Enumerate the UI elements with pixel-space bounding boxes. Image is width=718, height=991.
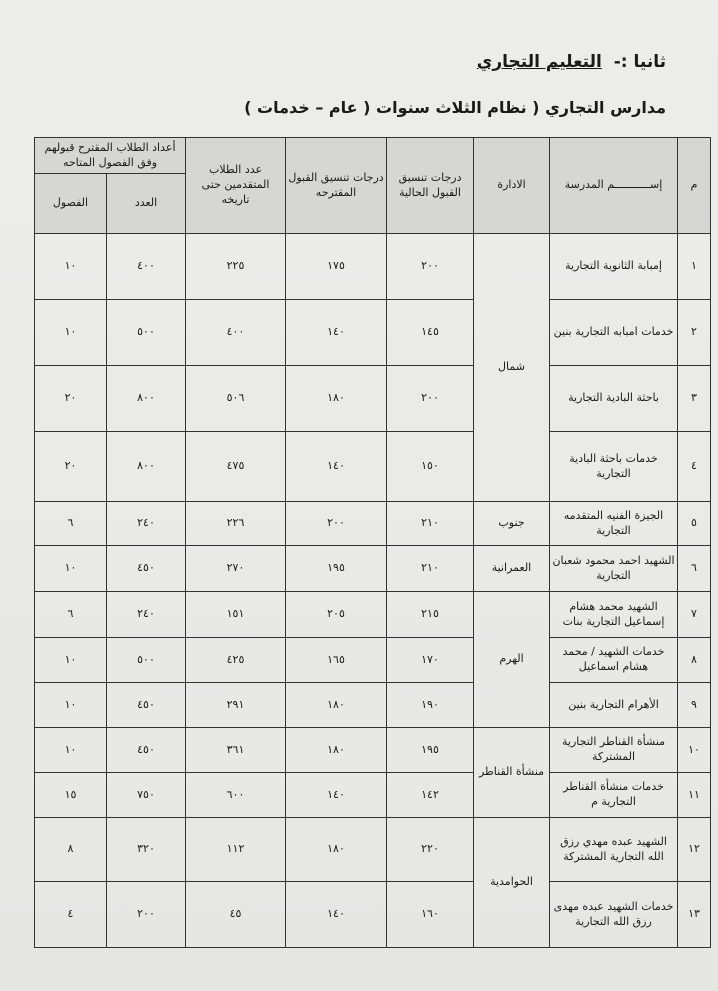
applicants: ١١٢ xyxy=(186,818,286,882)
count: ٤٥٠ xyxy=(107,546,186,592)
proposed-grade: ١٩٥ xyxy=(286,546,387,592)
proposed-grade: ١٤٠ xyxy=(286,300,387,366)
table-row xyxy=(35,432,711,502)
applicants: ٢٢٥ xyxy=(186,234,286,300)
proposed-grade: ٢٠٥ xyxy=(286,592,387,638)
applicants: ٤٠٠ xyxy=(186,300,286,366)
header-applicants: عدد الطلاب المتقدمين حتى تاريخه xyxy=(186,138,286,234)
applicants: ٤٧٥ xyxy=(186,432,286,502)
classes: ٢٠ xyxy=(35,432,107,502)
table-row xyxy=(35,818,711,882)
admin-hawamdia: الحوامدية xyxy=(474,818,550,948)
proposed-grade: ١٤٠ xyxy=(286,882,387,948)
school-name: إمبابة الثانوية التجارية xyxy=(550,234,678,300)
classes: ٦ xyxy=(35,592,107,638)
current-grade: ١٩٠ xyxy=(387,683,474,728)
school-name: الأهرام التجارية بنين xyxy=(550,683,678,728)
row-index: ٧ xyxy=(678,592,711,638)
schools-table xyxy=(34,137,711,948)
current-grade: ١٧٠ xyxy=(387,638,474,683)
count: ٤٥٠ xyxy=(107,728,186,773)
applicants: ٢٧٠ xyxy=(186,546,286,592)
school-name: الشهيد محمد هشام إسماعيل التجارية بنات xyxy=(550,592,678,638)
section-heading xyxy=(477,52,666,72)
count: ٤٥٠ xyxy=(107,683,186,728)
row-index: ٤ xyxy=(678,432,711,502)
school-name: منشأة القناطر التجارية المشتركة xyxy=(550,728,678,773)
row-index: ٦ xyxy=(678,546,711,592)
classes: ٢٠ xyxy=(35,366,107,432)
current-grade: ٢١٥ xyxy=(387,592,474,638)
table-row xyxy=(35,366,711,432)
header-school: إســـــــــــم المدرسة xyxy=(550,138,678,234)
header-count: العدد xyxy=(107,174,186,234)
school-name: الشهيد احمد محمود شعبان التجارية xyxy=(550,546,678,592)
row-index: ١٢ xyxy=(678,818,711,882)
header-proposed-grade: درجات تنسيق القبول المقترحه xyxy=(286,138,387,234)
header-classes: الفصول xyxy=(35,174,107,234)
count: ٢٤٠ xyxy=(107,502,186,546)
count: ٣٢٠ xyxy=(107,818,186,882)
count: ٥٠٠ xyxy=(107,638,186,683)
row-index: ١٣ xyxy=(678,882,711,948)
header-current-grade: درجات تنسيق القبول الحالية xyxy=(387,138,474,234)
count: ٧٥٠ xyxy=(107,773,186,818)
header-admin: الادارة xyxy=(474,138,550,234)
count: ٥٠٠ xyxy=(107,300,186,366)
applicants: ٦٠٠ xyxy=(186,773,286,818)
current-grade: ٢٢٠ xyxy=(387,818,474,882)
classes: ١٠ xyxy=(35,638,107,683)
classes: ١٠ xyxy=(35,728,107,773)
table-row xyxy=(35,882,711,948)
row-index: ١٠ xyxy=(678,728,711,773)
admin-north: شمال xyxy=(474,234,550,502)
school-name: خدمات منشأة القناطر التجارية م xyxy=(550,773,678,818)
row-index: ٣ xyxy=(678,366,711,432)
table-row xyxy=(35,592,711,638)
row-index: ١١ xyxy=(678,773,711,818)
current-grade: ١٤٢ xyxy=(387,773,474,818)
proposed-grade: ١٨٠ xyxy=(286,683,387,728)
proposed-grade: ١٤٠ xyxy=(286,432,387,502)
current-grade: ١٩٥ xyxy=(387,728,474,773)
admin-omraneya: العمرانية xyxy=(474,546,550,592)
table-row xyxy=(35,773,711,818)
table-row xyxy=(35,300,711,366)
applicants: ٤٢٥ xyxy=(186,638,286,683)
school-name: باحثة البادية التجارية xyxy=(550,366,678,432)
school-name: خدمات امبابه التجارية بنين xyxy=(550,300,678,366)
current-grade: ١٤٥ xyxy=(387,300,474,366)
table-row xyxy=(35,546,711,592)
admin-haram: الهرم xyxy=(474,592,550,728)
row-index: ٩ xyxy=(678,683,711,728)
proposed-grade: ١٨٠ xyxy=(286,818,387,882)
current-grade: ٢١٠ xyxy=(387,502,474,546)
classes: ٨ xyxy=(35,818,107,882)
school-name: خدمات الشهيد / محمد هشام اسماعيل xyxy=(550,638,678,683)
header-proposed-group: أعداد الطلاب المقترح قبولهم وفق الفصول المتاحه xyxy=(35,138,186,174)
count: ٢٠٠ xyxy=(107,882,186,948)
section-title: التعليم التجاري xyxy=(476,52,602,72)
applicants: ٣٦١ xyxy=(186,728,286,773)
classes: ١٠ xyxy=(35,234,107,300)
count: ٤٠٠ xyxy=(107,234,186,300)
table-row xyxy=(35,638,711,683)
proposed-grade: ١٤٠ xyxy=(286,773,387,818)
applicants: ٢٩١ xyxy=(186,683,286,728)
current-grade: ١٦٠ xyxy=(387,882,474,948)
table-row xyxy=(35,728,711,773)
applicants: ٢٢٦ xyxy=(186,502,286,546)
school-name: خدمات باحثة البادية التجارية xyxy=(550,432,678,502)
classes: ١٥ xyxy=(35,773,107,818)
count: ٨٠٠ xyxy=(107,366,186,432)
section-prefix: ثانيا :- xyxy=(613,52,666,72)
row-index: ٥ xyxy=(678,502,711,546)
proposed-grade: ١٦٥ xyxy=(286,638,387,683)
applicants: ٤٥ xyxy=(186,882,286,948)
current-grade: ٢٠٠ xyxy=(387,366,474,432)
proposed-grade: ٢٠٠ xyxy=(286,502,387,546)
current-grade: ٢١٠ xyxy=(387,546,474,592)
header-index: م xyxy=(678,138,711,234)
classes: ١٠ xyxy=(35,546,107,592)
classes: ٤ xyxy=(35,882,107,948)
table-row xyxy=(35,683,711,728)
classes: ١٠ xyxy=(35,300,107,366)
proposed-grade: ١٧٥ xyxy=(286,234,387,300)
classes: ٦ xyxy=(35,502,107,546)
applicants: ١٥١ xyxy=(186,592,286,638)
applicants: ٥٠٦ xyxy=(186,366,286,432)
school-name: الشهيد عبده مهدي رزق الله التجارية المشتركة xyxy=(550,818,678,882)
current-grade: ١٥٠ xyxy=(387,432,474,502)
current-grade: ٢٠٠ xyxy=(387,234,474,300)
row-index: ٨ xyxy=(678,638,711,683)
section-subtitle: مدارس التجاري ( نظام الثلاث سنوات ( عام – خدمات ) xyxy=(244,98,666,117)
table-row xyxy=(35,502,711,546)
row-index: ٢ xyxy=(678,300,711,366)
proposed-grade: ١٨٠ xyxy=(286,366,387,432)
row-index: ١ xyxy=(678,234,711,300)
school-name: خدمات الشهيد عبده مهدى رزق الله التجارية xyxy=(550,882,678,948)
count: ٨٠٠ xyxy=(107,432,186,502)
admin-qanater: منشأة القناطر xyxy=(474,728,550,818)
classes: ١٠ xyxy=(35,683,107,728)
school-name: الجيزة الفنيه المتقدمه التجارية xyxy=(550,502,678,546)
table-row xyxy=(35,234,711,300)
count: ٢٤٠ xyxy=(107,592,186,638)
admin-south: جنوب xyxy=(474,502,550,546)
proposed-grade: ١٨٠ xyxy=(286,728,387,773)
